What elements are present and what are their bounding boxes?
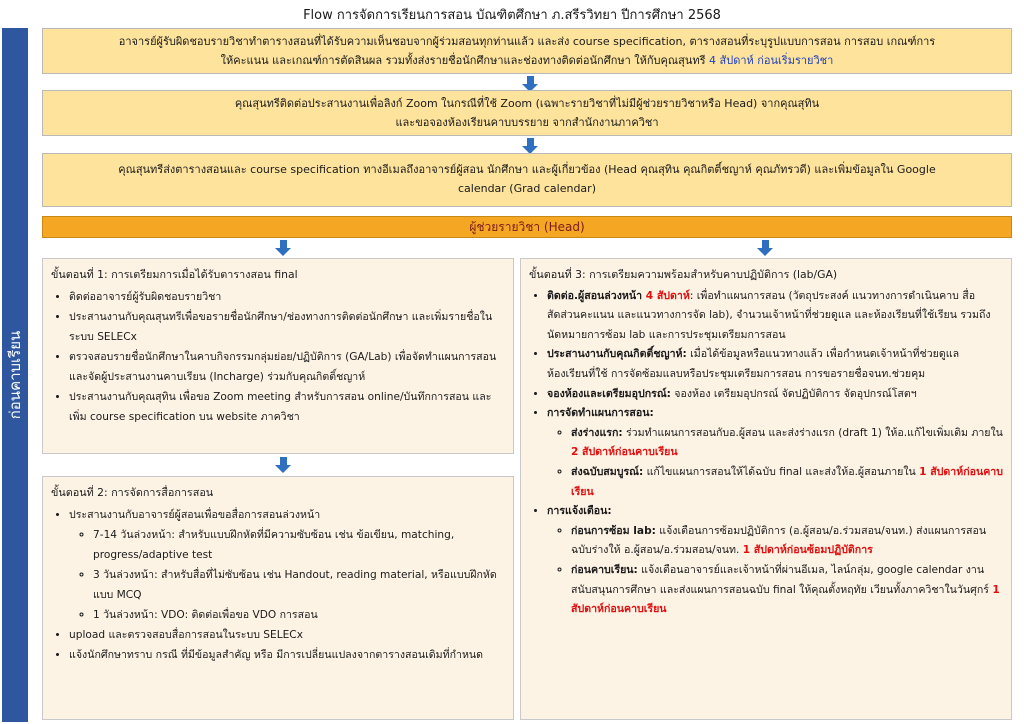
step3-s1-deadline: 2 สัปดาห์ก่อนคาบเรียน — [571, 446, 678, 459]
step3-alert-sublist — [547, 522, 1003, 620]
step3-s3-deadline: 1 สัปดาห์ก่อนซ้อมปฏิบัติการ — [742, 544, 873, 557]
step3-s1-text: ร่วมทำแผนการสอนกับอ.ผู้สอน และส่งร่างแรก (draft 1) ให้อ.แก้ไขเพิ่มเติม ภายใน — [622, 426, 1003, 439]
flow-box-send-schedule — [42, 153, 1012, 207]
page-title: Flow การจัดการเรียนการสอน บัณฑิตศึกษา ภ.สรีรวิทยา ปีการศึกษา 2568 — [303, 8, 721, 23]
step3-list — [529, 287, 1003, 620]
step3-plan-sublist — [547, 424, 1003, 502]
box1-line1: อาจารย์ผู้รับผิดชอบรายวิชาทำตารางสอนที่ได้รับความเห็นชอบจากผู้ร่วมสอนทุกท่านแล้ว และส่ง course specification, ตารางสอนที่ระบุรูปแบบการสอน การสอบ เกณฑ์การ — [118, 35, 936, 48]
list-item — [571, 424, 1003, 463]
list-item: • ประสานงานกับคุณสุทิน เพื่อขอ Zoom meeting สำหรับการสอน online/บันทึกการสอน และเพิ่ม course specification บน website ภาควิชา — [69, 387, 505, 427]
step3-title: ขั้นตอนที่ 3: การเตรียมความพร้อมสำหรับคาบปฏิบัติการ (lab/GA) — [529, 268, 838, 281]
list-item — [69, 505, 505, 625]
step3-s3-text: แจ้งเตือนการซ้อมปฏิบัติการ (อ.ผู้สอน/อ.ร่วมสอน/จนท.) ส่งแผนการสอนฉบับร่างให้ อ.ผู้สอน/อ.ร่วมสอน/จนท. — [571, 524, 987, 557]
flow-box-zoom-room — [42, 90, 1012, 136]
box3-line2: calendar (Grad calendar) — [457, 182, 596, 195]
box1-line2-text: ให้คะแนน และเกณฑ์การตัดสินผล รวมทั้งส่งรายชื่อนักศึกษาและช่องทางติดต่อนักศึกษา ให้กับคุณสุนทรี — [220, 54, 709, 67]
step3-i2-text: เมื่อได้ข้อมูลหรือแนวทางแล้ว เพื่อกำหนดเจ้าหน้าที่ช่วยดูแล ห้องเรียนที่ใช้ การจัดซ้อมแลบหรือประชุมเตรียมการสอน การขอรายชื่อจนท.ช่วยคุม — [547, 348, 960, 380]
box2-line2: และขอจองห้องเรียนคาบบรรยาย จากสำนักงานภาควิชา — [395, 116, 659, 129]
flow-box-course-preparation — [42, 28, 1012, 74]
step3-s1-label: ส่งร่างแรก: — [571, 426, 623, 439]
step3-s4-deadline: 1 สัปดาห์ก่อนคาบเรียน — [571, 583, 1000, 616]
step3-i1-label: ติดต่อ.ผู้สอนล่วงหน้า — [547, 289, 646, 302]
step3-i5-label: การแจ้งเตือน: — [547, 505, 612, 518]
phase-sidebar — [2, 28, 28, 722]
list-item: • แจ้งนักศึกษาทราบ กรณี ที่มีข้อมูลสำคัญ หรือ มีการเปลี่ยนแปลงจากตารางสอนเดิมที่กำหนด — [69, 645, 505, 665]
list-item — [547, 287, 1003, 346]
step3-i1-deadline: 4 สัปดาห์ — [645, 289, 690, 302]
box3-line1: คุณสุนทรีส่งตารางสอนและ course specification ทางอีเมลถึงอาจารย์ผู้สอน นักศึกษา และผู้เกี่ยวข้อง (Head คุณสุทิน คุณกิตติ์ชญาห์ คุณภัทรวดี) และเพิ่มข้อมูลใน Google — [118, 163, 936, 176]
list-item: • ประสานงานกับคุณสุนทรีเพื่อขอรายชื่อนักศึกษา/ช่องทางการติดต่อนักศึกษา และเพิ่มรายชื่อในระบบ SELECx — [69, 307, 505, 347]
list-item — [547, 345, 1003, 384]
list-item — [547, 385, 1003, 405]
list-item — [547, 502, 1003, 620]
step1-panel — [42, 258, 514, 454]
list-item: ◦ 1 วันล่วงหน้า: VDO: ติดต่อเพื่อขอ VDO การสอน — [93, 605, 505, 625]
box1-line2 — [51, 51, 1003, 70]
step3-s3-label: ก่อนการซ้อม lab: — [571, 524, 656, 537]
step1-list — [51, 287, 505, 427]
step2-item1: ประสานงานกับอาจารย์ผู้สอนเพื่อขอสื่อการสอนล่วงหน้า — [69, 509, 321, 521]
step1-title: ขั้นตอนที่ 1: การเตรียมการเมื่อได้รับตารางสอน final — [51, 268, 298, 281]
list-item — [571, 463, 1003, 502]
step3-i3-text: จองห้อง เตรียมอุปกรณ์ จัดปฏิบัติการ จัดอุปกรณ์โสตฯ — [670, 387, 917, 400]
step2-sublist — [69, 525, 505, 625]
list-item — [547, 404, 1003, 502]
step3-i3-label: จองห้องและเตรียมอุปกรณ์: — [547, 387, 671, 400]
step3-s2-text: แก้ไขแผนการสอนให้ได้ฉบับ final และส่งให้อ.ผู้สอนภายใน — [643, 465, 920, 478]
box1-deadline: 4 สัปดาห์ ก่อนเริ่มรายวิชา — [709, 54, 834, 67]
step3-panel — [520, 258, 1012, 720]
box2-line1: คุณสุนทรีติดต่อประสานงานเพื่อลิงก์ Zoom ในกรณีที่ใช้ Zoom (เฉพาะรายวิชาที่ไม่มีผู้ช่วยรายวิชาหรือ Head) จากคุณสุทิน — [234, 97, 820, 110]
step3-s2-deadline: 1 สัปดาห์ก่อนคาบเรียน — [571, 465, 1003, 498]
step2-panel — [42, 476, 514, 720]
list-item — [571, 522, 1003, 561]
phase-label: ก่อนคาบเรียน — [6, 330, 24, 420]
step3-i4-label: การจัดทำแผนการสอน: — [547, 407, 654, 420]
step3-s2-label: ส่งฉบับสมบูรณ์: — [571, 465, 644, 478]
list-item — [571, 561, 1003, 620]
step3-i1-text: : เพื่อทำแผนการสอน (วัตถุประสงค์ แนวทางการดำเนินคาบ สื่อ สัดส่วนคะแนน และแนวทางการจัด lab), จำนวนเจ้าหน้าที่ช่วยดูแล และห้องเรียนที่ใช้เรียน รวมถึงนัดหมายการซ้อม lab และการประชุมเตรียมการสอน — [547, 289, 991, 341]
list-item: • ติดต่ออาจารย์ผู้รับผิดชอบรายวิชา — [69, 287, 505, 307]
step3-s4-text: แจ้งเตือนอาจารย์และเจ้าหน้าที่ผ่านอีเมล, ไลน์กลุ่ม, google calendar งานสนับสนุนการศึกษา และส่งแผนการสอนฉบับ final ให้คุณตั้งหฤทัย เวียนทั้งภาควิชาในวันศุกร์ — [571, 563, 993, 596]
list-item: ◦ 3 วันล่วงหน้า: สำหรับสื่อที่ไม่ซับซ้อน เช่น Handout, reading material, หรือแบบฝึกหัดแบบ MCQ — [93, 565, 505, 605]
step3-i2-label: ประสานงานกับคุณกิตติ์ชญาห์: — [547, 348, 687, 361]
head-assistant-bar: ผู้ช่วยรายวิชา (Head) — [42, 216, 1012, 238]
step2-list — [51, 505, 505, 665]
list-item: • ตรวจสอบรายชื่อนักศึกษาในคาบกิจกรรมกลุ่มย่อย/ปฏิบัติการ (GA/Lab) เพื่อจัดทำแผนการสอนและจัดผู้ประสานงานคาบเรียน (Incharge) ร่วมกับคุณกิตติ์ชญาห์ — [69, 347, 505, 387]
list-item: • upload และตรวจสอบสื่อการสอนในระบบ SELECx — [69, 625, 505, 645]
step2-title: ขั้นตอนที่ 2: การจัดการสื่อการสอน — [51, 486, 214, 499]
list-item: ◦ 7-14 วันล่วงหน้า: สำหรับแบบฝึกหัดที่มีความซับซ้อน เช่น ข้อเขียน, matching, progress/adaptive test — [93, 525, 505, 565]
step3-s4-label: ก่อนคาบเรียน: — [571, 563, 638, 576]
